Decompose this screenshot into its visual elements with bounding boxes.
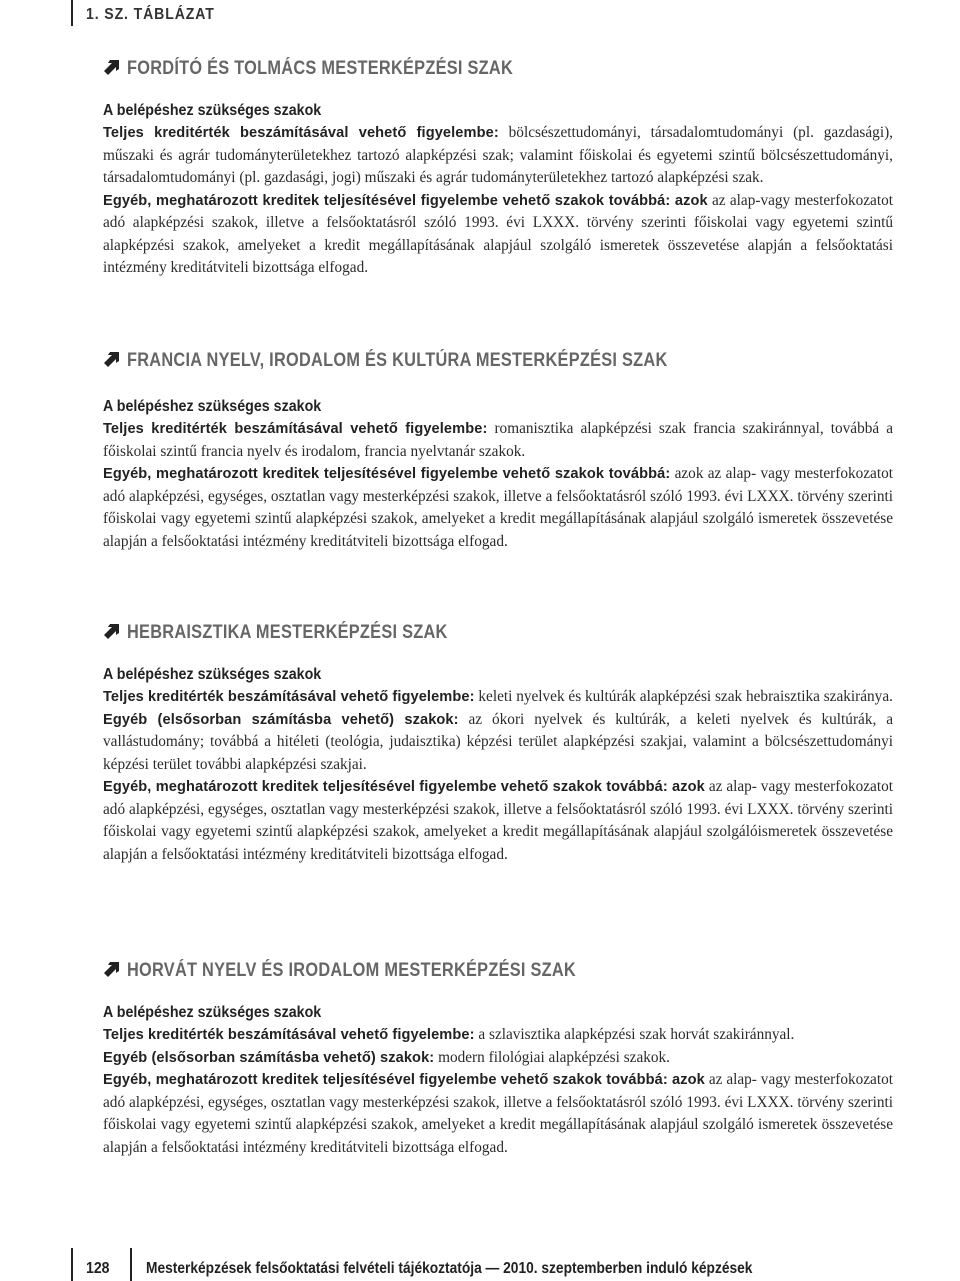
other-credit-paragraph	[103, 190, 893, 280]
full-credit-paragraph	[103, 418, 893, 463]
footer-title: Mesterképzések felsőoktatási felvételi tájékoztatója — 2010. szeptemberben induló képzések	[146, 1260, 753, 1277]
arrow-up-right-icon	[103, 60, 119, 76]
other-credit-paragraph	[103, 776, 893, 866]
paragraph-text: az ókori nyelvek és kultúrák, a keleti nyelvek és kultúrák, a vallástudomány; továbbá a hitéleti (teológia, judaisztika) képzési terület alapképzési szakjai, valamint a bölcsészettudományi képzési terület további alapképzési szakjai.	[103, 710, 893, 773]
arrow-up-right-icon	[103, 352, 119, 368]
section-title: HEBRAISZTIKA MESTERKÉPZÉSI SZAK	[127, 622, 448, 643]
section-heading	[103, 622, 893, 646]
paragraph-label: Egyéb, meghatározott kreditek teljesítésével figyelembe vehető szakok továbbá: azok	[103, 1072, 705, 1088]
section-title: HORVÁT NYELV ÉS IRODALOM MESTERKÉPZÉSI SZAK	[127, 960, 576, 981]
other-credit-paragraph	[103, 463, 893, 553]
paragraph-text: az alap- vagy mesterfokozatot adó alapképzési, egységes, osztatlan vagy mesterképzési szakok, illetve a felsőoktatásról szóló 1993. évi LXXX. törvény szerinti főiskolai vagy egyetemi szintű alapképzési szakok, amelyeket a kredit megállapításának alapjául szolgálóismeretek összevetése alapján a felsőoktatási intézmény kreditátviteli bizottsága elfogad.	[103, 778, 893, 863]
page-header-title: 1. SZ. TÁBLÁZAT	[86, 6, 215, 23]
section-title: FRANCIA NYELV, IRODALOM ÉS KULTÚRA MESTERKÉPZÉSI SZAK	[127, 350, 668, 371]
section-heading	[103, 58, 893, 82]
full-credit-paragraph	[103, 122, 893, 190]
footer-rule-left	[71, 1248, 73, 1281]
paragraph-label: Teljes kreditérték beszámításával vehető figyelembe:	[103, 421, 488, 437]
arrow-up-right-icon	[103, 624, 119, 640]
paragraph-text: bölcsészettudományi, társadalomtudományi (pl. gazdasági), műszaki és agrár tudományterületekhez tartozó alapképzési szak; valamint főiskolai és egyetemi szintű bölcsészettudományi, társadalomtudományi (pl. gazdasági, jogi) műszaki és agrár tudományterületekhez tartozó alapképzési szak.	[103, 124, 893, 186]
full-credit-paragraph	[103, 1024, 893, 1047]
paragraph-label: Egyéb (elsősorban számításba vehető) szakok:	[103, 711, 459, 728]
header-rule	[71, 0, 73, 26]
section-forditas	[103, 58, 893, 280]
section-subhead: A belépéshez szükséges szakok	[103, 666, 322, 683]
paragraph-label: Teljes kreditérték beszámításával vehető figyelembe:	[103, 125, 499, 141]
full-credit-paragraph	[103, 686, 893, 709]
section-horvat	[103, 960, 893, 1159]
paragraph-text: azok az alap- vagy mesterfokozatot adó alapképzési, egységes, osztatlan vagy mesterképzési szakok, illetve a felsőoktatásról szóló 1993. évi LXXX. törvény szerinti főiskolai vagy egyetemi szintű alapképzési szakok, amelyeket a kredit megállapításának alapjául szolgáló ismeretek összevetése alapján a felsőoktatási intézmény kreditátviteli bizottsága elfogad.	[103, 465, 893, 550]
paragraph-text: a szlavisztika alapképzési szak horvát szakiránnyal.	[474, 1026, 795, 1043]
section-francia	[103, 350, 893, 553]
page-number: 128	[86, 1260, 110, 1277]
paragraph-text: modern filológiai alapképzési szakok.	[434, 1048, 670, 1066]
section-title: FORDÍTÓ ÉS TOLMÁCS MESTERKÉPZÉSI SZAK	[127, 58, 514, 79]
other-credit-paragraph	[103, 1069, 893, 1159]
primary-majors-paragraph	[103, 709, 893, 777]
section-hebraisztika	[103, 622, 893, 866]
arrow-up-right-icon	[103, 962, 119, 978]
paragraph-label: Teljes kreditérték beszámításával vehető figyelembe:	[103, 689, 475, 705]
section-heading	[103, 350, 893, 374]
section-subhead: A belépéshez szükséges szakok	[103, 102, 322, 119]
primary-majors-paragraph	[103, 1047, 893, 1070]
paragraph-text: romanisztika alapképzési szak francia szakiránnyal, továbbá a főiskolai szintű francia nyelv és irodalom, francia nyelvtanár szakok.	[103, 420, 893, 460]
paragraph-text: az alap- vagy mesterfokozatot adó alapképzési, egységes, osztatlan vagy mesterképzési szakok, illetve a felsőoktatásról szóló 1993. évi LXXX. törvény szerinti főiskolai vagy egyetemi szintű alapképzési szakok, amelyeket a kredit megállapításának alapjául szolgáló ismeretek összevetése alapján a felsőoktatási intézmény kreditátviteli bizottsága elfogad.	[103, 1071, 893, 1156]
paragraph-label: Egyéb, meghatározott kreditek teljesítésével figyelembe vehető szakok továbbá: azok	[103, 192, 708, 209]
paragraph-text: az alap-vagy mesterfokozatot adó alapképzési szakok, illetve a felsőoktatásról szóló 1993. évi LXXX. törvény szerinti főiskolai vagy egyetemi szintű alapképzési szakok, amelyeket a kredit megállapításának alapjául szolgáló ismeretek összevetése alapján a felsőoktatási intézmény kreditátviteli bizottsága elfogad.	[103, 191, 893, 276]
paragraph-label: Egyéb (elsősorban számításba vehető) szakok:	[103, 1049, 435, 1066]
paragraph-text: keleti nyelvek és kultúrák alapképzési szak hebraisztika szakiránya.	[474, 688, 893, 705]
section-subhead: A belépéshez szükséges szakok	[103, 1004, 322, 1021]
footer-rule-right	[130, 1248, 132, 1281]
section-heading	[103, 960, 893, 984]
paragraph-label: Teljes kreditérték beszámításával vehető figyelembe:	[103, 1027, 475, 1043]
section-subhead: A belépéshez szükséges szakok	[103, 398, 322, 415]
paragraph-label: Egyéb, meghatározott kreditek teljesítésével figyelembe vehető szakok továbbá:	[103, 466, 671, 482]
paragraph-label: Egyéb, meghatározott kreditek teljesítésével figyelembe vehető szakok továbbá: azok	[103, 779, 705, 795]
